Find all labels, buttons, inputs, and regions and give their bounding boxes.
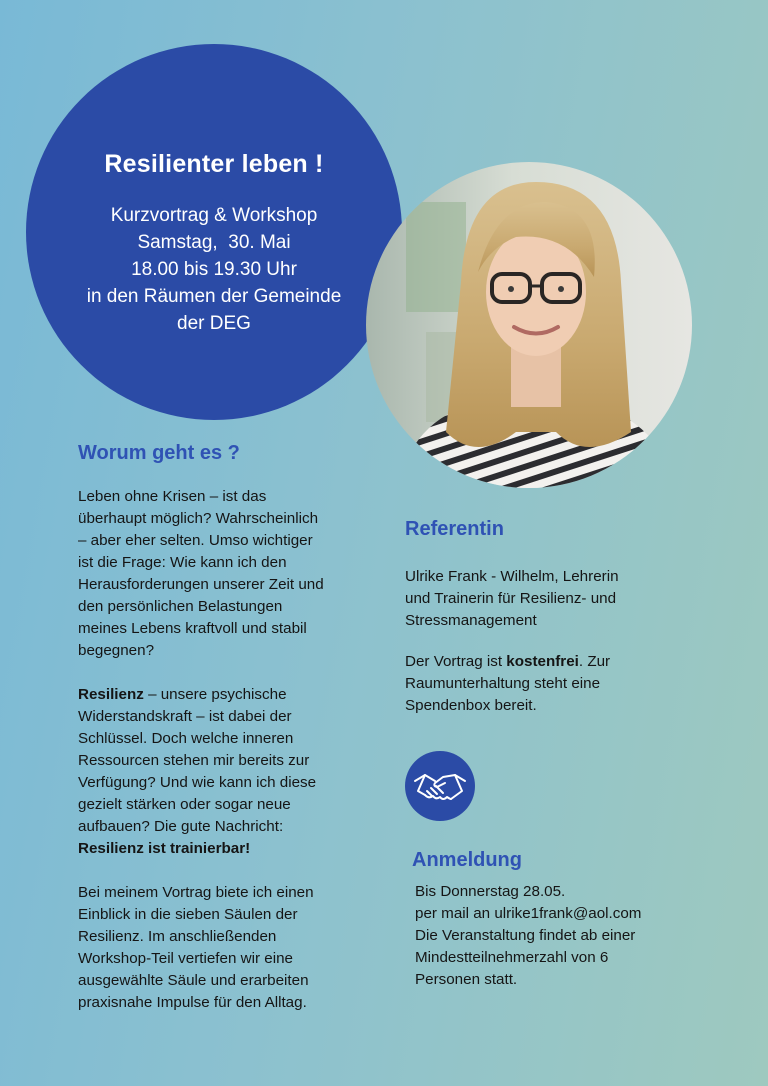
kosten-line: Raumunterhaltung steht eine (405, 675, 601, 692)
worum-p1-line: – aber eher selten. Umso wichtiger (78, 532, 313, 549)
anmeldung-line: Die Veranstaltung findet ab einer (415, 927, 636, 944)
section-heading-worum: Worum geht es ? (78, 442, 240, 464)
worum-p1-line: überhaupt möglich? Wahrscheinlich (78, 510, 319, 527)
event-type: Kurzvortrag & Workshop (110, 205, 318, 226)
anmeldung-line: Bis Donnerstag 28.05. (415, 883, 566, 900)
anmeldung-line: Mindestteilnehmerzahl von 6 (415, 949, 609, 966)
worum-p2-line: gezielt stärken oder sogar neue (78, 796, 291, 813)
worum-p1-line: ist die Frage: Wie kann ich den (78, 554, 287, 571)
section-heading-referentin: Referentin (405, 518, 504, 540)
kostenfrei-bold: kostenfrei (506, 653, 579, 670)
referentin-line: Ulrike Frank - Wilhelm, Lehrerin (405, 568, 619, 585)
section-heading-anmeldung: Anmeldung (412, 849, 522, 871)
worum-p2-line: Verfügung? Und wie kann ich diese (78, 774, 317, 791)
referentin-line: Stressmanagement (405, 612, 537, 629)
portrait-photo (366, 162, 692, 488)
event-date: Samstag, 30. Mai (137, 232, 291, 253)
worum-text (78, 486, 378, 1014)
kosten-pre: Der Vortrag ist (405, 653, 507, 670)
worum-p1-line: den persönlichen Belastungen (78, 598, 283, 615)
anmeldung-text (415, 881, 735, 991)
trainierbar-bold: Resilienz ist trainierbar! (78, 840, 251, 857)
worum-p1-line: Leben ohne Krisen – ist das (78, 488, 267, 505)
event-time: 18.00 bis 19.30 Uhr (131, 259, 297, 280)
referentin-text (405, 566, 705, 717)
worum-p3-line: ausgewählte Säule und erarbeiten (78, 972, 309, 989)
kosten-line (405, 651, 705, 673)
worum-p3-line: Bei meinem Vortrag biete ich einen (78, 884, 314, 901)
kosten-post: . Zur (578, 653, 611, 670)
worum-p2-line: Schlüssel. Doch welche inneren (78, 730, 294, 747)
event-info-circle (26, 44, 402, 420)
worum-p2-line: Widerstandskraft – ist dabei der (78, 708, 292, 725)
anmeldung-line: Personen statt. (415, 971, 518, 988)
event-title: Resilienter leben ! (104, 150, 324, 178)
worum-p1-line: Herausforderungen unserer Zeit und (78, 576, 324, 593)
event-location-2: der DEG (177, 313, 251, 334)
worum-p2-rest: – unsere psychische (143, 686, 287, 703)
worum-p2-line: aufbauen? Die gute Nachricht: (78, 818, 284, 835)
kosten-line: Spendenbox bereit. (405, 697, 537, 714)
worum-p3-line: Workshop-Teil vertiefen wir eine (78, 950, 293, 967)
event-location-1: in den Räumen der Gemeinde (86, 286, 342, 307)
resilienz-bold: Resilienz (78, 686, 144, 703)
worum-p1-line: meines Lebens kraftvoll und stabil (78, 620, 307, 637)
worum-p1-line: begegnen? (78, 642, 155, 659)
referentin-line: und Trainerin für Resilienz- und (405, 590, 617, 607)
handshake-icon (405, 751, 475, 821)
worum-p2-line (78, 684, 378, 706)
worum-p2-line: Ressourcen stehen mir bereits zur (78, 752, 310, 769)
worum-p2-line (78, 838, 378, 860)
anmeldung-email[interactable]: per mail an ulrike1frank@aol.com (415, 905, 642, 922)
worum-p3-line: Resilienz. Im anschließenden (78, 928, 277, 945)
worum-p3-line: Einblick in die sieben Säulen der (78, 906, 298, 923)
worum-p3-line: praxisnahe Impulse für den Alltag. (78, 994, 307, 1011)
event-details (26, 202, 402, 337)
